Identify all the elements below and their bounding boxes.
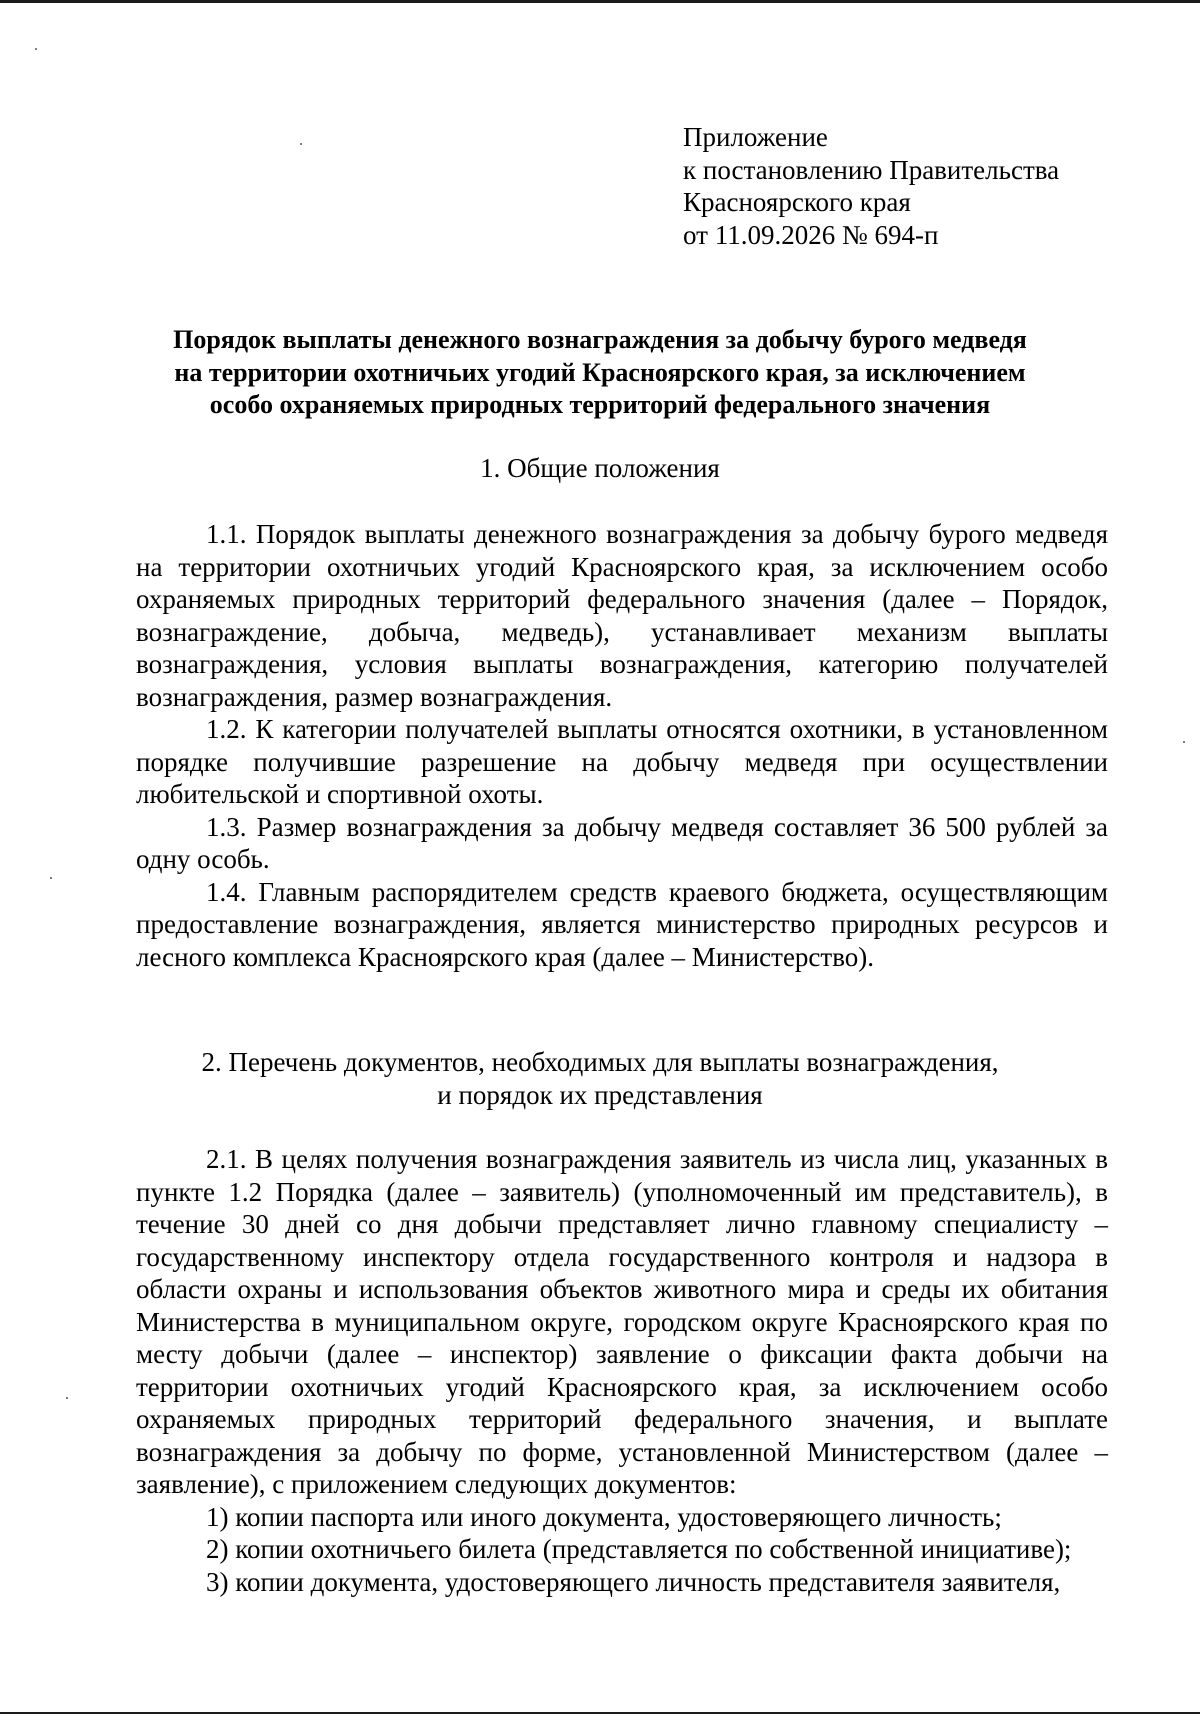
- section-1-heading: [0, 452, 1200, 485]
- section-1-body: [136, 518, 1108, 973]
- section-2-body: [136, 1143, 1108, 1598]
- section-2-heading: [0, 1046, 1200, 1111]
- document-title: [0, 324, 1200, 422]
- scan-speck: [300, 143, 302, 145]
- paragraph-2-1: 2.1. В целях получения вознаграждения заявитель из числа лиц, указанных в пункте 1.2 Порядка (далее – заявитель) (уполномоченный им представитель), в течение 30 дней со дня добычи представляет лично главному специалисту – государственному инспектору отдела государственного контроля и надзора в области охраны и использования объектов животного мира и среды их обитания Министерства в муниципальном округе, городском округе Красноярского края по месту добычи (далее – инспектор) заявление о фиксации факта добычи на территории охотничьих угодий Красноярского края, за исключением особо охраняемых природных территорий федерального значения, и выплате вознаграждения за добычу по форме, установленной Министерством (далее – заявление), с приложением следующих документов:: [136, 1144, 1108, 1499]
- appendix-block: [683, 121, 1059, 251]
- list-item-1: 1) копии паспорта или иного документа, удостоверяющего личность;: [206, 1501, 1002, 1532]
- title-line-1: Порядок выплаты денежного вознаграждения за добычу бурого медведя: [173, 325, 1027, 354]
- paragraph-1-3: 1.3. Размер вознаграждения за добычу медведя составляет 36 500 рублей за одну особь.: [136, 811, 1108, 874]
- scan-speck: [1183, 741, 1185, 743]
- paragraph-1-2: 1.2. К категории получателей выплаты относятся охотники, в установленном порядке получившие разрешение на добычу медведя при осуществлении любительской и спортивной охоты.: [136, 714, 1108, 809]
- paragraph-1-4: 1.4. Главным распорядителем средств краевого бюджета, осуществляющим предоставление вознаграждения, является министерство природных ресурсов и лесного комплекса Красноярского края (далее – Министерство).: [136, 876, 1108, 972]
- scan-speck: [66, 1397, 68, 1399]
- scan-speck: [50, 877, 52, 879]
- title-line-3: особо охраняемых природных территорий федерального значения: [209, 390, 991, 419]
- section-2-heading-line-2: и порядок их представления: [437, 1079, 763, 1110]
- scan-edge-bottom: [0, 1712, 1200, 1714]
- section-1-heading-text: 1. Общие положения: [480, 453, 720, 483]
- appendix-line-4: от 11.09.2026 № 694-п: [683, 219, 939, 250]
- title-line-2: на территории охотничьих угодий Красноярского края, за исключением: [174, 357, 1026, 387]
- list-item-2: 2) копии охотничьего билета (представляется по собственной инициативе);: [206, 1534, 1072, 1564]
- appendix-line-1: Приложение: [683, 122, 828, 152]
- list-item-3: 3) копии документа, удостоверяющего личность представителя заявителя,: [206, 1566, 1061, 1597]
- scan-speck: [35, 48, 37, 50]
- paragraph-1-1: 1.1. Порядок выплаты денежного вознаграждения за добычу бурого медведя на территории охотничьих угодий Красноярского края, за исключением особо охраняемых природных территорий федерального значения (далее – Порядок, вознаграждение, добыча, медведь), устанавливает механизм выплаты вознаграждения, условия выплаты вознаграждения, категорию получателей вознаграждения, размер вознаграждения.: [136, 519, 1108, 712]
- section-2-heading-line-1: 2. Перечень документов, необходимых для выплаты вознаграждения,: [201, 1047, 999, 1077]
- scan-edge-top: [0, 0, 1200, 3]
- appendix-line-3: Красноярского края: [683, 187, 911, 217]
- appendix-line-2: к постановлению Правительства: [683, 154, 1060, 185]
